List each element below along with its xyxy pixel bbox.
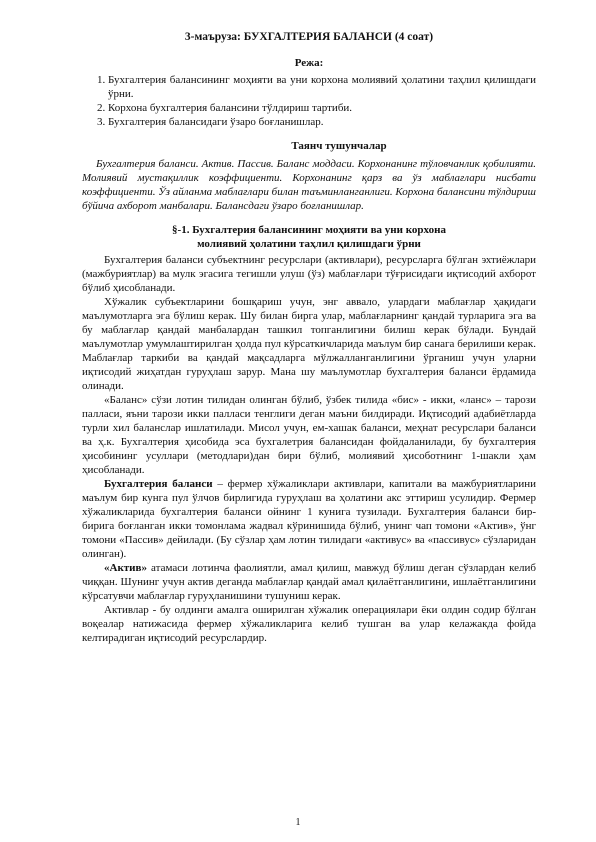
term-balance-sheet: Бухгалтерия баланси: [104, 478, 213, 490]
paragraph-3: «Баланс» сўзи лотин тилидан олинган бўлиб, ўзбек тилида «бис» - икки, «ланс» – тарози палласи, яъни тарози икки палласи тенглиги деган маъни билдиради. Иқтисодий адабиётларда турли хил баланслар ишлатилади. Мисол учун, ем-хашак баланси, меҳнат ресурслари баланси ва ҳ.к. Бухгалтерия ҳисобида эса бухгалетрия балансидан фойдаланилади, бу бухгалтерия ҳисобининг усуллари (методлари)дан бири бўлиб, молиявий ҳисоботнинг 1-шакли ҳам ҳисобланади.: [82, 394, 536, 476]
plan-heading: Режа:: [294, 57, 324, 69]
paragraph-1: Бухгалтерия баланси субъектнинг ресурслари (активлари), ресурсларга бўлган эхтиёжлари (мажбуриятлар) ва мулк эгасига тегишли улуш (ўз) маблағлари тўғрисидаги иқтисодий ахборот бўлиб ҳисобланади.: [82, 254, 536, 294]
paragraph-4: [82, 477, 536, 561]
paragraph-2: Хўжалик субъектларини бошқариш учун, энг аввало, улардаги маблағлар ҳақидаги маълумотларга эга бўлиш керак. Шу билан бирга улар, маблағларнинг қандай турларига эга ва бу маблағлар қандай манбалардан ташкил топганлигини билиш керак бўлади. Бундай маълумотлар умумлаштирилган ҳолда пул кўрсаткичларида маълум бир санага берилиши керак. Маблағлар таркиби ва қандай мақсадларга мўлжалланганлигини ўрганиш учун уларни иқтисодий жиҳатдан гуруҳлаш зарур. Мана шу маълумотлар бухгалтерия баланси ёрдамида олинади.: [82, 296, 536, 392]
section-heading-line-1: §-1. Бухгалтерия балансининг моҳияти ва уни корхона: [172, 224, 446, 236]
term-active: «Актив»: [104, 562, 147, 574]
plan-item: 3. Бухгалтерия балансидаги ўзаро боғланишлар.: [108, 115, 536, 129]
paragraph-4-text: – фермер хўжаликлари активлари, капитали ва мажбуриятларини маълум бир кунга пул ўлчов бирлигида гуруҳлаш ва ҳолатини акс эттириш усулидир. Фермер хўжаликларида бухгалтерия баланси ойнинг 1 кунига тузилади. Бухгалтерия баланси бир-бирига боғланган икки томонлама жадвал кўринишида бўлиб, унинг чап томони «Актив», ўнг томони «Пассив» дейилади. (Бу сўзлар ҳам лотин тилидаги «активус» ва «пассивус» сўзларидан олинган).: [82, 478, 537, 560]
plan-item: 1. Бухгалтерия балансининг моҳияти ва уни корхона молиявий ҳолатини таҳлил қилишдаги ўрни.: [108, 73, 536, 101]
keywords-heading: Таянч тушунчалар: [291, 140, 387, 152]
plan-item: 2. Корхона бухгалтерия балансини тўлдириш тартиби.: [108, 101, 536, 115]
paragraph-5: [82, 561, 536, 603]
plan-list: [82, 73, 536, 129]
paragraph-6: Активлар - бу олдинги амалга оширилган хўжалик операциялари ёки олдин содир бўлган воқеалар натижасида фермер хўжаликларига келиб тушган ва улар келажакда фойда келтирадиган иқтисодий ресурслардир.: [82, 604, 536, 644]
paragraph-5-text: атамаси лотинча фаолиятли, амал қилиш, мавжуд бўлиш деган сўзлардан келиб чиққан. Шунинг учун актив деганда маблағлар қандай амал қилаётганлигини, ишлаётганлигини кўрсатувчи маблағлар гуруҳланишини тушуниш керак.: [82, 562, 536, 602]
section-heading: [82, 223, 536, 251]
page-number: 1: [295, 817, 301, 828]
lecture-title: 3-маъруза: БУХГАЛТЕРИЯ БАЛАНСИ (4 соат): [184, 31, 434, 43]
section-heading-line-2: молиявий ҳолатини таҳлил қилишдаги ўрни: [197, 238, 421, 250]
keywords-text: Бухгалтерия баланси. Актив. Пассив. Баланс моддаси. Корхонанинг тўловчанлик қобилияти. Молиявий мустақиллик коэффициенти. Корхонанинг қарз ва ўз маблағлари нисбати коэффициенти. Ўз айланма маблағлари билан таъминланганлиги. Корхона балансини тўлдириш бўйича ахборот манбалари. Балансдаги ўзаро боғланишлар.: [82, 158, 536, 212]
